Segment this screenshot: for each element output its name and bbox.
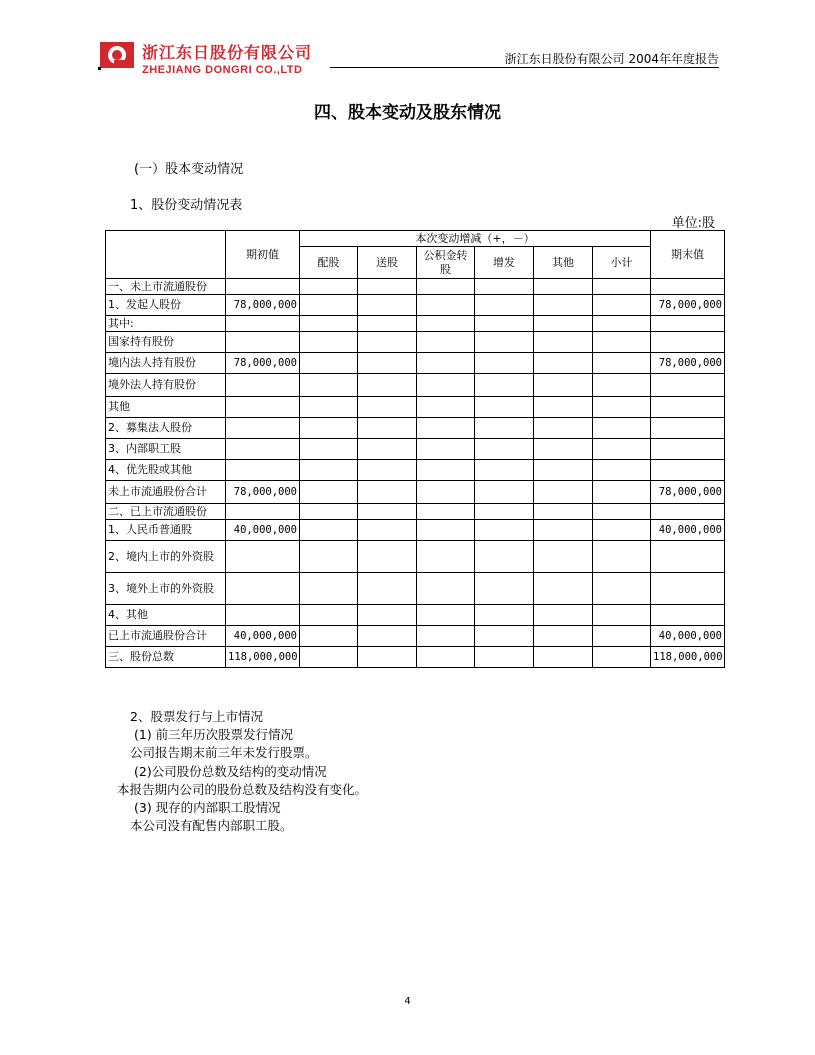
change-cell xyxy=(300,397,358,418)
opening-value xyxy=(226,504,300,520)
change-cell xyxy=(358,439,417,460)
change-cell xyxy=(300,626,358,647)
table-row xyxy=(106,504,725,520)
change-cell xyxy=(358,520,417,541)
change-cell xyxy=(417,647,475,668)
opening-value xyxy=(226,316,300,332)
change-cell xyxy=(417,520,475,541)
closing-value: 40,000,000 xyxy=(651,520,725,541)
change-cell xyxy=(534,418,593,439)
change-cell xyxy=(358,573,417,605)
change-cell xyxy=(417,573,475,605)
header-rights-issue: 配股 xyxy=(300,247,358,279)
opening-value: 40,000,000 xyxy=(226,626,300,647)
change-cell xyxy=(358,353,417,374)
change-cell xyxy=(593,374,651,397)
row-label: 未上市流通股份合计 xyxy=(106,481,226,504)
change-cell xyxy=(300,374,358,397)
change-cell xyxy=(534,332,593,353)
change-cell xyxy=(300,605,358,626)
change-cell xyxy=(475,439,534,460)
closing-value xyxy=(651,374,725,397)
change-cell xyxy=(593,353,651,374)
table-row xyxy=(106,353,725,374)
change-cell xyxy=(593,541,651,573)
change-cell xyxy=(534,481,593,504)
change-cell xyxy=(300,504,358,520)
change-cell xyxy=(358,541,417,573)
change-cell xyxy=(417,418,475,439)
unit-label: 单位:股 xyxy=(671,216,715,231)
change-cell xyxy=(417,481,475,504)
change-cell xyxy=(534,279,593,295)
change-cell xyxy=(300,541,358,573)
change-cell xyxy=(417,626,475,647)
row-label: 2、境内上市的外资股 xyxy=(106,541,226,573)
change-cell xyxy=(475,460,534,481)
row-label: 三、股份总数 xyxy=(106,647,226,668)
row-label: 境内法人持有股份 xyxy=(106,353,226,374)
closing-value xyxy=(651,397,725,418)
header-closing: 期末值 xyxy=(651,231,725,279)
header-opening: 期初值 xyxy=(226,231,300,279)
change-cell xyxy=(534,353,593,374)
para2-body: 本报告期内公司的股份总数及结构没有变化。 xyxy=(117,782,368,797)
subsection-heading: 1、股份变动情况表 xyxy=(130,198,243,213)
change-cell xyxy=(534,520,593,541)
table-row xyxy=(106,573,725,605)
change-cell xyxy=(358,397,417,418)
change-cell xyxy=(534,605,593,626)
change-cell xyxy=(300,418,358,439)
change-cell xyxy=(475,332,534,353)
change-cell xyxy=(358,332,417,353)
header-divider xyxy=(330,67,719,68)
change-cell xyxy=(300,647,358,668)
change-cell xyxy=(358,279,417,295)
opening-value: 40,000,000 xyxy=(226,520,300,541)
row-label: 其中: xyxy=(106,316,226,332)
header-bonus-shares: 送股 xyxy=(358,247,417,279)
closing-value xyxy=(651,439,725,460)
opening-value: 78,000,000 xyxy=(226,481,300,504)
change-cell xyxy=(300,279,358,295)
change-cell xyxy=(593,332,651,353)
change-cell xyxy=(475,504,534,520)
header-additional-issue: 增发 xyxy=(475,247,534,279)
closing-value xyxy=(651,504,725,520)
table-row xyxy=(106,647,725,668)
change-cell xyxy=(358,504,417,520)
opening-value xyxy=(226,573,300,605)
table-row xyxy=(106,439,725,460)
opening-value xyxy=(226,374,300,397)
change-cell xyxy=(534,460,593,481)
change-cell xyxy=(593,460,651,481)
closing-value xyxy=(651,541,725,573)
closing-value: 78,000,000 xyxy=(651,295,725,316)
row-label: 1、人民币普通股 xyxy=(106,520,226,541)
table-row xyxy=(106,316,725,332)
change-cell xyxy=(417,460,475,481)
closing-value xyxy=(651,279,725,295)
table-row xyxy=(106,520,725,541)
change-cell xyxy=(593,295,651,316)
change-cell xyxy=(593,504,651,520)
change-cell xyxy=(593,439,651,460)
share-change-table xyxy=(105,230,725,668)
closing-value: 40,000,000 xyxy=(651,626,725,647)
row-label: 3、内部职工股 xyxy=(106,439,226,460)
section2-heading: 2、股票发行与上市情况 xyxy=(130,709,263,724)
change-cell xyxy=(593,647,651,668)
table-row xyxy=(106,295,725,316)
opening-value: 118,000,000 xyxy=(226,647,300,668)
table-row xyxy=(106,374,725,397)
para1-body: 公司报告期末前三年未发行股票。 xyxy=(130,745,318,760)
change-cell xyxy=(593,418,651,439)
row-label: 一、未上市流通股份 xyxy=(106,279,226,295)
change-cell xyxy=(417,397,475,418)
change-cell xyxy=(593,520,651,541)
logo-dot xyxy=(98,67,101,70)
closing-value: 78,000,000 xyxy=(651,481,725,504)
change-cell xyxy=(358,626,417,647)
opening-value: 78,000,000 xyxy=(226,295,300,316)
change-cell xyxy=(417,504,475,520)
row-label: 境外法人持有股份 xyxy=(106,374,226,397)
change-cell xyxy=(475,418,534,439)
change-cell xyxy=(417,332,475,353)
change-cell xyxy=(593,279,651,295)
change-cell xyxy=(358,460,417,481)
closing-value: 78,000,000 xyxy=(651,353,725,374)
row-label: 2、募集法人股份 xyxy=(106,418,226,439)
change-cell xyxy=(593,481,651,504)
change-cell xyxy=(300,332,358,353)
row-label: 其他 xyxy=(106,397,226,418)
change-cell xyxy=(300,316,358,332)
change-cell xyxy=(593,626,651,647)
row-label: 3、境外上市的外资股 xyxy=(106,573,226,605)
header-subtotal: 小计 xyxy=(593,247,651,279)
change-cell xyxy=(475,295,534,316)
change-cell xyxy=(593,605,651,626)
change-cell xyxy=(475,316,534,332)
logo-chinese-name: 浙江东日股份有限公司 xyxy=(142,43,313,62)
closing-value xyxy=(651,605,725,626)
change-cell xyxy=(534,573,593,605)
page-number: 4 xyxy=(404,996,411,1007)
change-cell xyxy=(475,353,534,374)
logo-english-name: ZHEJIANG DONGRI CO.,LTD xyxy=(142,64,303,76)
change-cell xyxy=(300,520,358,541)
row-label: 4、优先股或其他 xyxy=(106,460,226,481)
para2-title: (2)公司股份总数及结构的变动情况 xyxy=(134,764,327,779)
change-cell xyxy=(534,504,593,520)
row-label: 4、其他 xyxy=(106,605,226,626)
change-cell xyxy=(534,647,593,668)
table-row xyxy=(106,460,725,481)
change-cell xyxy=(417,279,475,295)
table-row xyxy=(106,605,725,626)
change-cell xyxy=(358,605,417,626)
change-cell xyxy=(534,541,593,573)
section-heading: (一）股本变动情况 xyxy=(134,162,244,177)
closing-value xyxy=(651,332,725,353)
change-cell xyxy=(534,374,593,397)
change-cell xyxy=(593,316,651,332)
change-cell xyxy=(475,520,534,541)
change-cell xyxy=(358,481,417,504)
change-cell xyxy=(417,541,475,573)
change-cell xyxy=(417,439,475,460)
table-row xyxy=(106,279,725,295)
company-logo xyxy=(100,40,330,80)
change-cell xyxy=(475,626,534,647)
change-cell xyxy=(417,605,475,626)
row-label: 二、已上市流通股份 xyxy=(106,504,226,520)
change-cell xyxy=(534,626,593,647)
change-cell xyxy=(300,481,358,504)
closing-value xyxy=(651,460,725,481)
table-row xyxy=(106,332,725,353)
header-reserve-conversion: 公积金转股 xyxy=(417,247,475,279)
change-cell xyxy=(300,460,358,481)
change-cell xyxy=(475,605,534,626)
change-cell xyxy=(475,279,534,295)
para3-title: (3) 现存的内部职工股情况 xyxy=(134,800,281,815)
change-cell xyxy=(417,295,475,316)
change-cell xyxy=(475,647,534,668)
change-cell xyxy=(534,295,593,316)
change-cell xyxy=(358,295,417,316)
closing-value xyxy=(651,418,725,439)
opening-value xyxy=(226,439,300,460)
header-change-group: 本次变动增减（+，－） xyxy=(300,231,651,247)
header-blank xyxy=(106,231,226,279)
chapter-title: 四、股本变动及股东情况 xyxy=(314,103,501,123)
change-cell xyxy=(358,647,417,668)
change-cell xyxy=(300,295,358,316)
change-cell xyxy=(417,374,475,397)
change-cell xyxy=(475,541,534,573)
opening-value: 78,000,000 xyxy=(226,353,300,374)
table-row xyxy=(106,541,725,573)
para3-body: 本公司没有配售内部职工股。 xyxy=(130,818,293,833)
opening-value xyxy=(226,397,300,418)
opening-value xyxy=(226,460,300,481)
change-cell xyxy=(593,573,651,605)
company-logo-icon xyxy=(100,40,136,76)
change-cell xyxy=(534,397,593,418)
change-cell xyxy=(417,353,475,374)
closing-value xyxy=(651,316,725,332)
change-cell xyxy=(534,439,593,460)
table-row xyxy=(106,397,725,418)
opening-value xyxy=(226,332,300,353)
row-label: 国家持有股份 xyxy=(106,332,226,353)
change-cell xyxy=(534,316,593,332)
change-cell xyxy=(475,481,534,504)
opening-value xyxy=(226,418,300,439)
opening-value xyxy=(226,605,300,626)
change-cell xyxy=(300,353,358,374)
para1-title: (1) 前三年历次股票发行情况 xyxy=(134,727,294,742)
table-row xyxy=(106,481,725,504)
change-cell xyxy=(475,573,534,605)
change-cell xyxy=(300,439,358,460)
closing-value xyxy=(651,573,725,605)
change-cell xyxy=(475,397,534,418)
report-header-title: 浙江东日股份有限公司 2004年年度报告 xyxy=(504,52,719,66)
row-label: 已上市流通股份合计 xyxy=(106,626,226,647)
row-label: 1、发起人股份 xyxy=(106,295,226,316)
change-cell xyxy=(358,418,417,439)
closing-value: 118,000,000 xyxy=(651,647,725,668)
opening-value xyxy=(226,279,300,295)
header-other: 其他 xyxy=(534,247,593,279)
table-row xyxy=(106,418,725,439)
change-cell xyxy=(300,573,358,605)
table-row xyxy=(106,626,725,647)
change-cell xyxy=(593,397,651,418)
change-cell xyxy=(475,374,534,397)
opening-value xyxy=(226,541,300,573)
change-cell xyxy=(358,374,417,397)
change-cell xyxy=(417,316,475,332)
change-cell xyxy=(358,316,417,332)
